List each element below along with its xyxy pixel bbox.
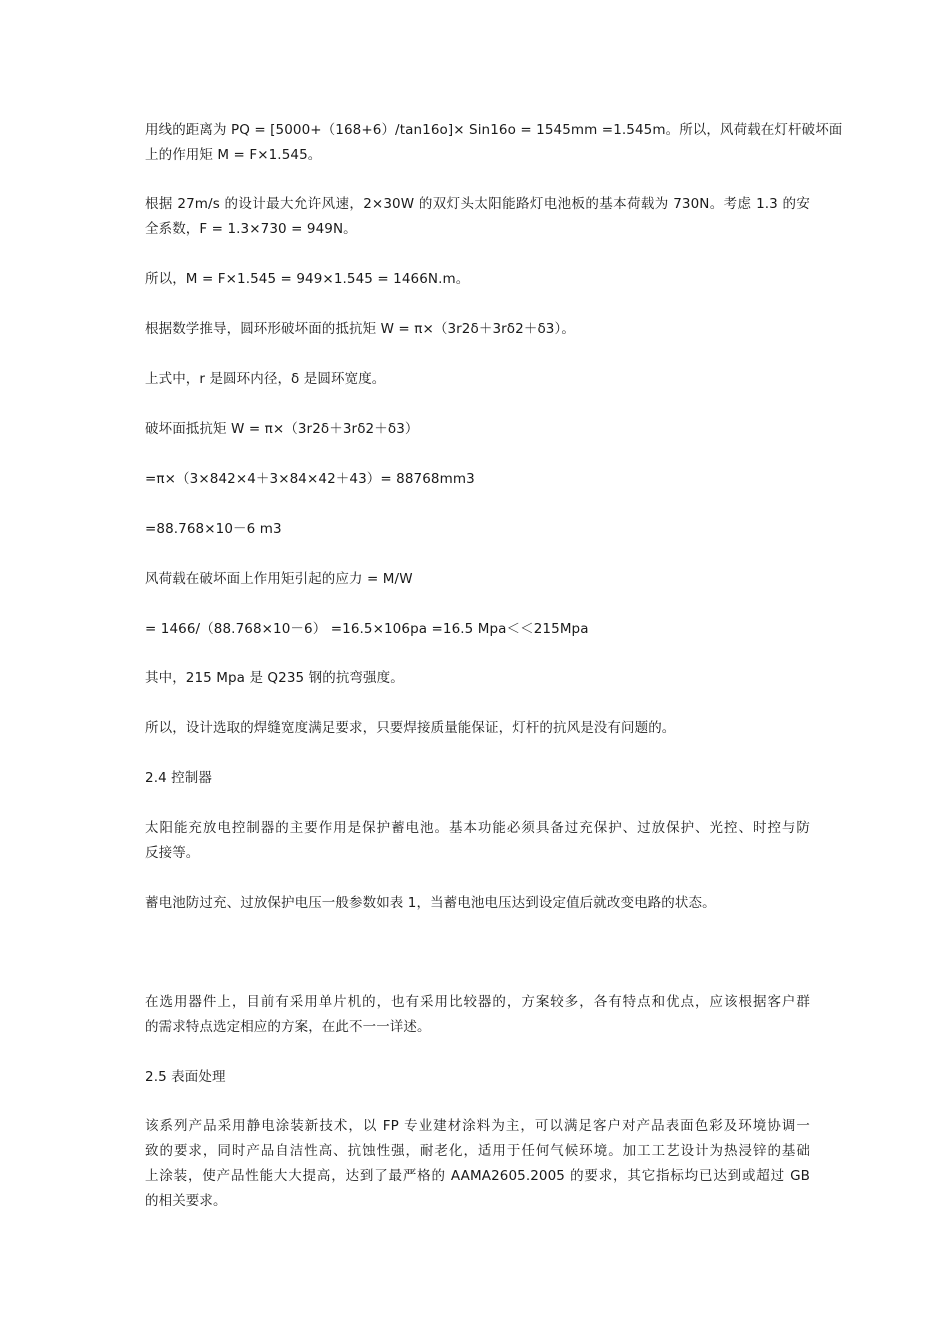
section-heading: 2.5 表面处理 bbox=[145, 1069, 226, 1085]
text-line: 的相关要求。 bbox=[145, 1193, 227, 1209]
text-line: 根据 27m/s 的设计最大允许风速，2×30W 的双灯头太阳能路灯电池板的基本荷载为 730N。考虑 1.3 的安 bbox=[145, 196, 810, 212]
text-line: 破坏面抵抗矩 W = π×（3r2δ＋3rδ2＋δ3） bbox=[145, 421, 419, 437]
text-line: 用线的距离为 PQ = [5000+（168+6）/tan16o]× Sin16o = 1545mm =1.545m。所以，风荷载在灯杆破坏面 bbox=[145, 122, 843, 138]
text-line: =π×（3×842×4＋3×84×42＋43）= 88768mm3 bbox=[145, 471, 475, 487]
text-line: 上涂装，使产品性能大大提高，达到了最严格的 AAMA2605.2005 的要求，其它指标均已达到或超过 GB bbox=[145, 1168, 810, 1184]
text-line: 其中，215 Mpa 是 Q235 钢的抗弯强度。 bbox=[145, 670, 404, 686]
text-line: 该系列产品采用静电涂装新技术，以 FP 专业建材涂料为主，可以满足客户对产品表面色彩及环境协调一 bbox=[145, 1118, 810, 1134]
text-line: 在选用器件上，目前有采用单片机的，也有采用比较器的，方案较多，各有特点和优点，应该根据客户群 bbox=[145, 994, 810, 1010]
text-line: = 1466/（88.768×10－6） =16.5×106pa =16.5 Mpa＜＜215Mpa bbox=[145, 621, 589, 637]
text-line: 反接等。 bbox=[145, 845, 200, 861]
text-line: 上的作用矩 M = F×1.545。 bbox=[145, 147, 322, 163]
text-line: 蓄电池防过充、过放保护电压一般参数如表 1，当蓄电池电压达到设定值后就改变电路的状态。 bbox=[145, 895, 716, 911]
text-line: 所以，设计选取的焊缝宽度满足要求，只要焊接质量能保证，灯杆的抗风是没有问题的。 bbox=[145, 720, 676, 736]
section-heading: 2.4 控制器 bbox=[145, 770, 212, 786]
text-line: 致的要求，同时产品自洁性高、抗蚀性强，耐老化，适用于任何气候环境。加工工艺设计为热浸锌的基础 bbox=[145, 1143, 810, 1159]
text-line: 上式中，r 是圆环内径，δ 是圆环宽度。 bbox=[145, 371, 386, 387]
text-line: =88.768×10－6 m3 bbox=[145, 521, 282, 537]
text-line: 根据数学推导，圆环形破坏面的抵抗矩 W = π×（3r2δ＋3rδ2＋δ3）。 bbox=[145, 321, 575, 337]
text-line: 风荷载在破坏面上作用矩引起的应力 = M/W bbox=[145, 571, 413, 587]
text-line: 的需求特点选定相应的方案，在此不一一详述。 bbox=[145, 1019, 431, 1035]
text-line: 全系数，F = 1.3×730 = 949N。 bbox=[145, 221, 357, 237]
text-line: 所以，M = F×1.545 = 949×1.545 = 1466N.m。 bbox=[145, 271, 470, 287]
text-line: 太阳能充放电控制器的主要作用是保护蓄电池。基本功能必须具备过充保护、过放保护、光控、时控与防 bbox=[145, 820, 810, 836]
